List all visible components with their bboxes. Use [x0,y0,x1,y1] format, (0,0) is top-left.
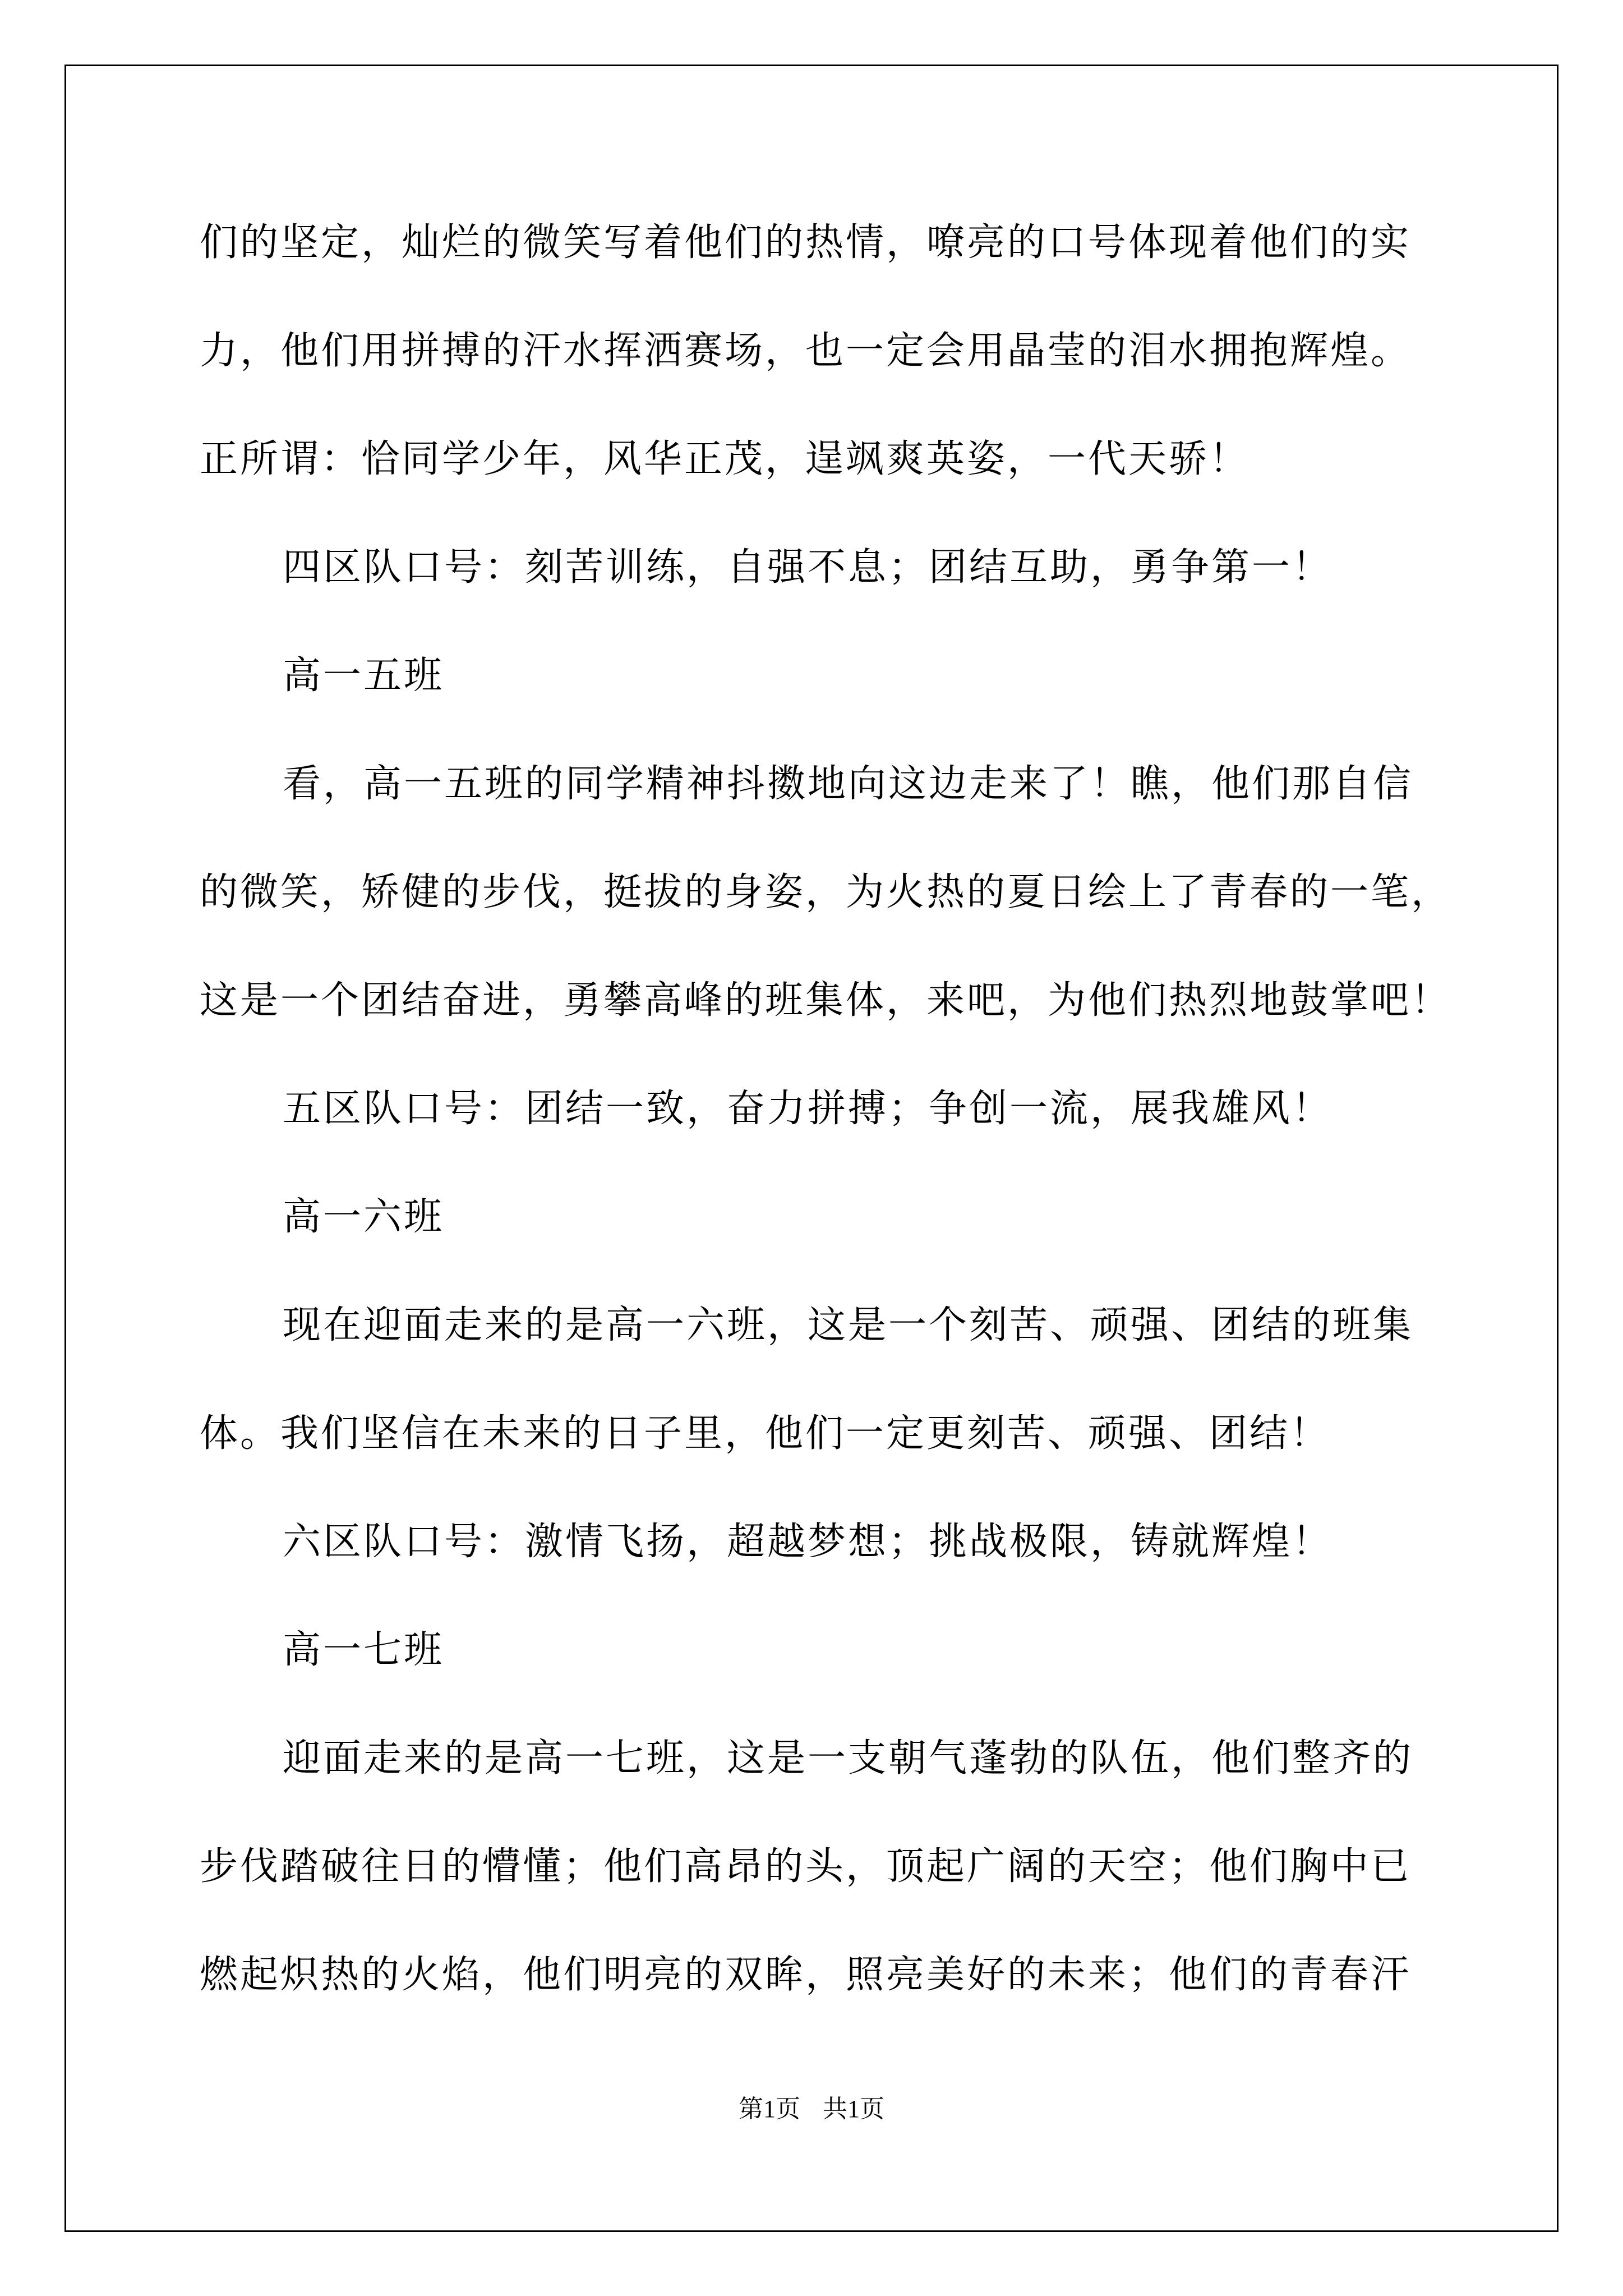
text-line: 正所谓：恰同学少年，风华正茂，逞飒爽英姿，一代天骄！ [200,437,1250,481]
text-line: 看，高一五班的同学精神抖擞地向这边走来了！瞧，他们那自信 [283,762,1414,806]
slogan-line: 六区队口号：激情飞扬，超越梦想；挑战极限，铸就辉煌！ [283,1520,1333,1564]
text-line: 的微笑，矫健的步伐，挺拔的身姿，为火热的夏日绘上了青春的一笔， [200,870,1452,914]
text-line: 步伐踏破往日的懵懂；他们高昂的头，顶起广阔的天空；他们胸中已 [200,1844,1412,1889]
text-line: 力，他们用拼搏的汗水挥洒赛场，也一定会用晶莹的泪水拥抱辉煌。 [200,329,1412,373]
text-line: 燃起炽热的火焰，他们明亮的双眸，照亮美好的未来；他们的青春汗 [200,1953,1412,1997]
text-line: 迎面走来的是高一七班，这是一支朝气蓬勃的队伍，他们整齐的 [283,1736,1414,1780]
slogan-line: 四区队口号：刻苦训练，自强不息；团结互助，勇争第一！ [283,545,1333,590]
page-number: 第1页 [739,2095,800,2123]
page-total: 共1页 [823,2095,884,2123]
class-heading: 高一六班 [283,1195,445,1239]
text-line: 们的坚定，灿烂的微笑写着他们的热情，嘹亮的口号体现着他们的实 [200,220,1412,265]
text-line: 体。我们坚信在未来的日子里，他们一定更刻苦、顽强、团结！ [200,1411,1331,1456]
class-heading: 高一七班 [283,1628,445,1672]
page-footer [0,2092,1623,2126]
page-border [64,65,1559,2232]
class-heading: 高一五班 [283,654,445,698]
text-line: 现在迎面走来的是高一六班，这是一个刻苦、顽强、团结的班集 [283,1303,1414,1347]
text-line: 这是一个团结奋进，勇攀高峰的班集体，来吧，为他们热烈地鼓掌吧！ [200,978,1452,1023]
slogan-line: 五区队口号：团结一致，奋力拼搏；争创一流，展我雄风！ [283,1087,1333,1131]
